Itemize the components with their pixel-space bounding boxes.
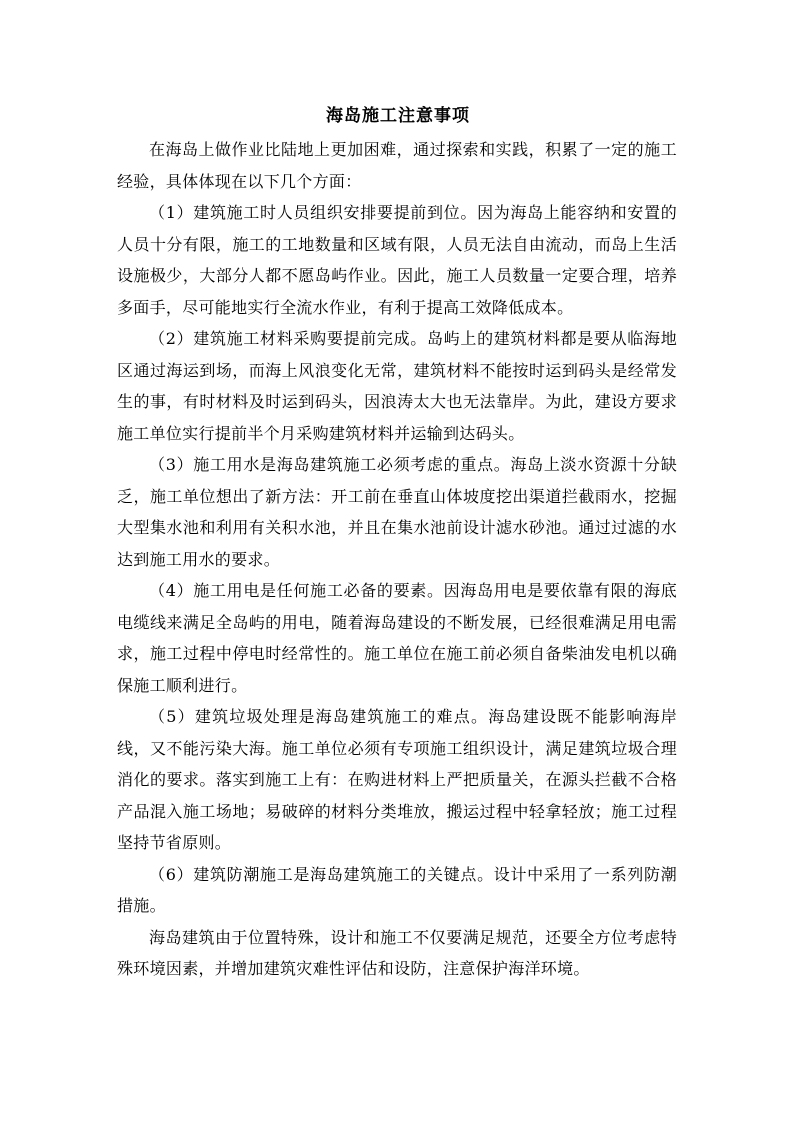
paragraph-item-2: （2）建筑施工材料采购要提前完成。岛屿上的建筑材料都是要从临海地区通过海运到场，而海上风浪变化无常，建筑材料不能按时运到码头是经常发生的事，有时材料及时运到码头，因浪涛太大也无法靠岸。为此，建设方要求施工单位实行提前半个月采购建筑材料并运输到达码头。 [117,329,677,443]
paragraph-conclusion: 海岛建筑由于位置特殊，设计和施工不仅要满足规范，还要全方位考虑特殊环境因素，并增加建筑灾难性评估和设防，注意保护海洋环境。 [117,927,677,978]
paragraph-item-1: （1）建筑施工时人员组织安排要提前到位。因为海岛上能容纳和安置的人员十分有限，施工的工地数量和区域有限，人员无法自由流动，而岛上生活设施极少，大部分人都不愿岛屿作业。因此，施工人员数量一定要合理，培养多面手，尽可能地实行全流水作业，有利于提高工效降低成本。 [117,203,677,317]
paragraph-item-4: （4）施工用电是任何施工必备的要素。因海岛用电是要依靠有限的海底电缆线来满足全岛屿的用电，随着海岛建设的不断发展，已经很难满足用电需求，施工过程中停电时经常性的。施工单位在施工前必须自备柴油发电机以确保施工顺利进行。 [117,581,677,695]
paragraph-item-6: （6）建筑防潮施工是海岛建筑施工的关键点。设计中采用了一系列防潮措施。 [117,864,677,915]
paragraph-intro: 在海岛上做作业比陆地上更加困难，通过探索和实践，积累了一定的施工经验，具体体现在以下几个方面： [117,140,677,191]
document-title: 海岛施工注意事项 [326,106,470,126]
document-page [117,104,677,985]
paragraph-item-3: （3）施工用水是海岛建筑施工必须考虑的重点。海岛上淡水资源十分缺乏，施工单位想出了新方法：开工前在垂直山体坡度挖出渠道拦截雨水，挖掘大型集水池和利用有关积水池，并且在集水池前设计滤水砂池。通过过滤的水达到施工用水的要求。 [117,455,677,569]
paragraph-item-5: （5）建筑垃圾处理是海岛建筑施工的难点。海岛建设既不能影响海岸线，又不能污染大海。施工单位必须有专项施工组织设计，满足建筑垃圾合理消化的要求。落实到施工上有：在购进材料上严把质量关，在源头拦截不合格产品混入施工场地；易破碎的材料分类堆放，搬运过程中轻拿轻放；施工过程坚持节省原则。 [117,707,677,852]
